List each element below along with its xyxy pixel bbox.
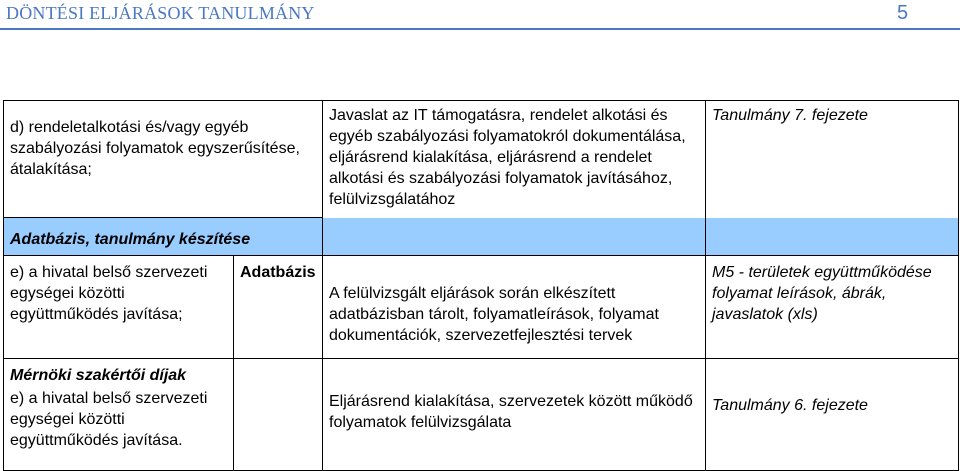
section-label-cell [4, 218, 323, 256]
description-text: A felülvizsgált eljárások során elkészített adatbázisban tárolt, folyamatleírások, folyamat dokumentációk, szervezetfejlesztési tervek [329, 285, 659, 344]
description-text: Eljárásrend kialakítása, szervezetek között működő folyamatok felülvizsgálata [329, 393, 693, 431]
reference-text: M5 - területek együttműködése folyamat leírások, ábrák, javaslatok (xls) [712, 264, 932, 323]
deliverables-table [3, 100, 959, 471]
goal-text: e) a hivatal belső szervezeti egységei közötti együttműködés javítása. [10, 390, 208, 449]
table-row [4, 256, 959, 359]
table-row [4, 359, 959, 471]
description-text: Javaslat az IT támogatásra, rendelet alkotási és egyéb szabályozási folyamatokról dokumentálása, eljárásrend kialakítása, eljárásrend a rendelet alkotási és szabályozási folyamatok javításához, felülvizsgálatához [329, 107, 686, 208]
section-bar-cell [706, 218, 959, 256]
type-cell [234, 359, 323, 471]
section-label: Adatbázis, tanulmány készítése [10, 231, 251, 248]
reference-cell [706, 256, 959, 359]
section-bar-cell [323, 218, 706, 256]
section-row [4, 218, 959, 256]
description-cell [323, 101, 706, 218]
goal-text: d) rendeletalkotási és/vagy egyéb szabályozási folyamatok egyszerűsítése, átalakítása; [10, 119, 300, 178]
header-rule [0, 28, 960, 30]
page-number: 5 [897, 2, 909, 24]
reference-text: Tanulmány 6. fejezete [712, 397, 868, 414]
goal-text: e) a hivatal belső szervezeti egységei közötti együttműködés javítása; [10, 264, 208, 323]
goal-cell [4, 359, 234, 471]
description-cell [323, 359, 706, 471]
goal-cell [4, 256, 234, 359]
reference-cell [706, 359, 959, 471]
description-cell [323, 256, 706, 359]
reference-cell [706, 101, 959, 218]
table-row [4, 101, 959, 218]
section-label: Mérnöki szakértői díjak [10, 367, 187, 384]
type-text: Adatbázis [240, 264, 316, 281]
goal-cell [4, 101, 323, 218]
document-header-title: DÖNTÉSI ELJÁRÁSOK TANULMÁNY [6, 3, 315, 23]
type-cell [234, 256, 323, 359]
reference-text: Tanulmány 7. fejezete [712, 107, 868, 124]
